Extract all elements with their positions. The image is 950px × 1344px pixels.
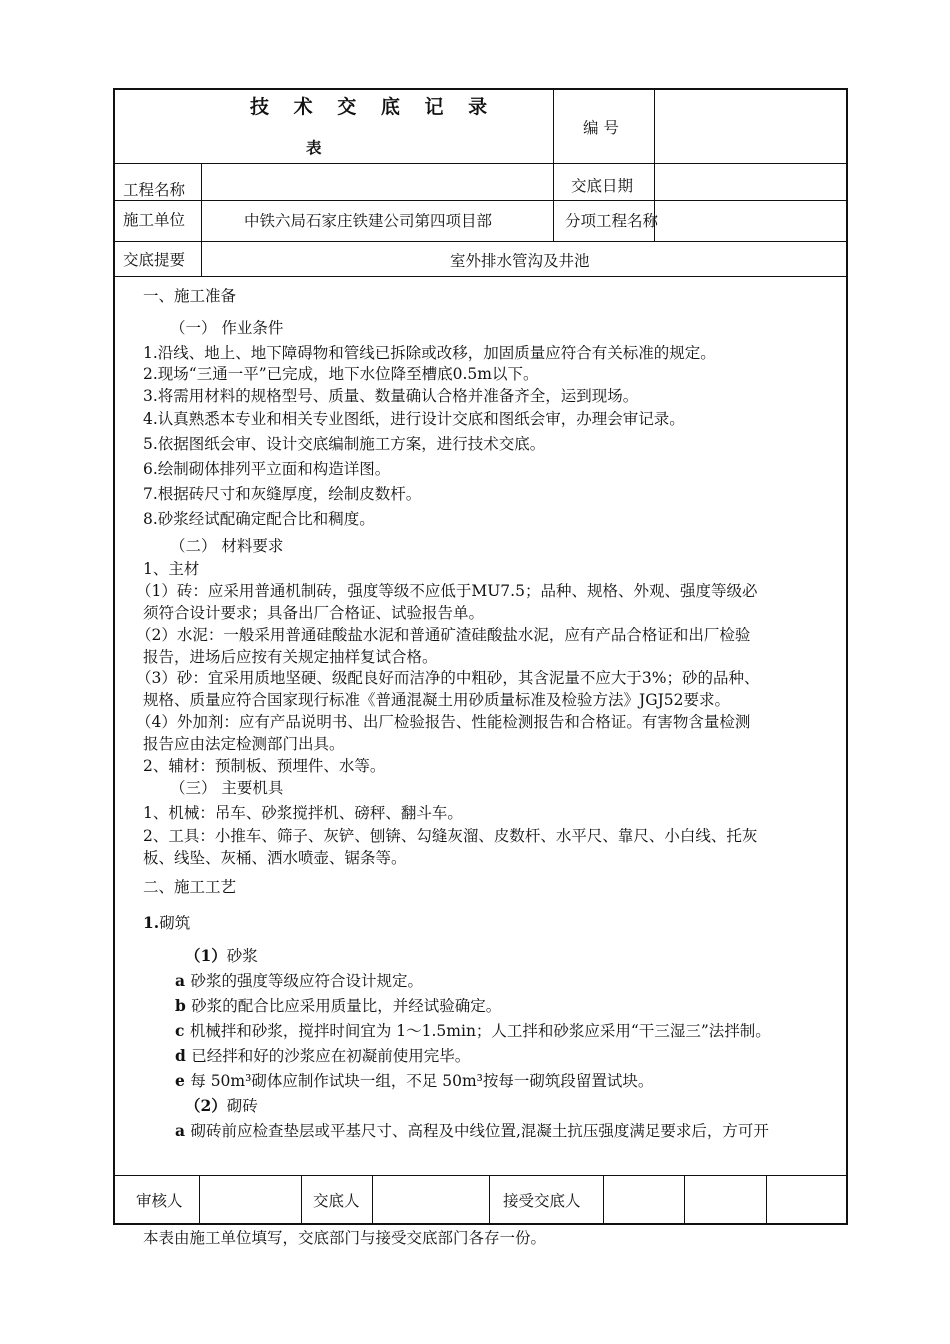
paragraph: 2、工具：小推车、筛子、灰铲、刨锛、勾缝灰溜、皮数杆、水平尺、靠尺、小白线、托灰: [143, 827, 758, 845]
col-divider: [301, 1175, 302, 1223]
list-item: [175, 1021, 771, 1041]
paragraph: 6.绘制砌体排列平立面和构造详图。: [143, 460, 391, 478]
list-item: [175, 1071, 653, 1091]
paragraph: 3.将需用材料的规格型号、质量、数量确认合格并准备齐全，运到现场。: [143, 387, 639, 405]
number-label: 编 号: [583, 119, 619, 137]
section-heading: 二、施工工艺: [143, 878, 237, 896]
list-text: 机械拌和砂浆，搅拌时间宜为 1～1.5min；人工拌和砂浆应采用“干三湿三”法拌制。: [189, 1022, 771, 1040]
paragraph: 板、线坠、灰桶、洒水喷壶、锯条等。: [143, 849, 407, 867]
paragraph: 1、机械：吊车、砂浆搅拌机、磅秤、翻斗车。: [143, 804, 463, 822]
col-divider: [684, 1175, 685, 1223]
list-text: 每 50m³砌体应制作试块一组，不足 50m³按每一砌筑段留置试块。: [190, 1072, 654, 1090]
list-marker: b: [175, 996, 192, 1015]
col-divider: [372, 1175, 373, 1223]
list-marker: c: [175, 1021, 190, 1040]
reviewer-label: 审核人: [136, 1192, 183, 1210]
border-right: [846, 88, 848, 1224]
row-divider: [113, 200, 848, 201]
sub-project-label: 分项工程名称: [565, 212, 659, 230]
step-title: 砌筑: [159, 914, 191, 932]
subsection-heading: （三） 主要机具: [170, 779, 284, 797]
paragraph: 2、辅材：预制板、预埋件、水等。: [143, 757, 386, 775]
paragraph: 报告应由法定检测部门出具。: [143, 735, 345, 753]
form-title: 技 术 交 底 记 录: [250, 96, 497, 118]
paragraph: （3）砂：宜采用质地坚硬、级配良好而洁净的中粗砂，其含泥量不应大于3%；砂的品种、: [136, 669, 760, 687]
paragraph: 2.现场“三通一平”已完成，地下水位降至槽底0.5m以下。: [143, 365, 539, 383]
list-marker: a: [175, 1121, 191, 1140]
step-title: 砂浆: [226, 947, 258, 965]
row-divider: [113, 241, 848, 242]
step-title: 砌砖: [226, 1097, 258, 1115]
list-marker: d: [175, 1046, 192, 1065]
unit-label: 施工单位: [123, 211, 186, 229]
date-label: 交底日期: [571, 177, 634, 195]
step-number: （1）: [185, 946, 227, 965]
col-divider: [603, 1175, 604, 1223]
presenter-label: 交底人: [313, 1192, 360, 1210]
border-left: [113, 88, 115, 1224]
list-item: [175, 1046, 470, 1066]
col-divider: [553, 88, 554, 241]
list-item: [175, 1121, 769, 1141]
border-bottom: [113, 1223, 848, 1225]
paragraph: （4）外加剂：应有产品说明书、出厂检验报告、性能检测报告和合格证。有害物含量检测: [136, 713, 751, 731]
row-divider: [113, 276, 848, 277]
project-name-label: 工程名称: [123, 181, 186, 199]
subsection-heading: （二） 材料要求: [170, 537, 284, 555]
paragraph: （2）水泥：一般采用普通硅酸盐水泥和普通矿渣硅酸盐水泥，应有产品合格证和出厂检验: [136, 626, 751, 644]
row-divider: [113, 1175, 848, 1176]
paragraph: 规格、质量应符合国家现行标准《普通混凝土用砂质量标准及检验方法》JGJ52要求。: [143, 691, 731, 709]
paragraph: 5.依据图纸会审、设计交底编制施工方案，进行技术交底。: [143, 435, 546, 453]
paragraph: 1、主材: [143, 560, 200, 578]
paragraph: 1.沿线、地上、地下障碍物和管线已拆除或改移，加固质量应符合有关标准的规定。: [143, 344, 716, 362]
receiver-label: 接受交底人: [503, 1192, 581, 1210]
list-text: 砂浆的强度等级应符合设计规定。: [190, 972, 423, 990]
step-number: 1.: [143, 913, 160, 932]
paragraph: 4.认真熟悉本专业和相关专业图纸，进行设计交底和图纸会审，办理会审记录。: [143, 410, 685, 428]
col-divider: [199, 1175, 200, 1223]
col-divider: [766, 1175, 767, 1223]
section-heading: 一、施工准备: [143, 287, 237, 305]
col-divider: [489, 1175, 490, 1223]
list-text: 已经拌和好的沙浆应在初凝前使用完毕。: [191, 1047, 471, 1065]
paragraph: （1）砖：应采用普通机制砖，强度等级不应低于MU7.5；品种、规格、外观、强度等级必: [136, 582, 758, 600]
list-marker: e: [175, 1071, 191, 1090]
row-divider: [113, 163, 848, 164]
form-title-suffix: 表: [306, 138, 322, 157]
paragraph: 须符合设计要求；具备出厂合格证、试验报告单。: [143, 604, 485, 622]
list-item: [175, 971, 423, 991]
step-number: （2）: [185, 1096, 227, 1115]
list-marker: a: [175, 971, 191, 990]
list-item: [175, 996, 501, 1016]
paragraph: 报告，进场后应按有关规定抽样复试合格。: [143, 648, 438, 666]
list-text: 砂浆的配合比应采用质量比，并经试验确定。: [191, 997, 502, 1015]
step-subheading: [185, 946, 258, 966]
unit-value: 中铁六局石家庄铁建公司第四项目部: [244, 212, 493, 230]
step-heading: [143, 913, 190, 933]
paragraph: 8.砂浆经试配确定配合比和稠度。: [143, 510, 375, 528]
step-subheading: [185, 1096, 258, 1116]
summary-label: 交底提要: [123, 251, 186, 269]
footer-note: 本表由施工单位填写，交底部门与接受交底部门各存一份。: [143, 1229, 547, 1247]
paragraph: 7.根据砖尺寸和灰缝厚度，绘制皮数杆。: [143, 485, 422, 503]
col-divider: [201, 163, 202, 276]
subsection-heading: （一） 作业条件: [170, 319, 284, 337]
list-text: 砌砖前应检查垫层或平基尺寸、高程及中线位置,混凝土抗压强度满足要求后，方可开: [190, 1122, 769, 1140]
summary-value: 室外排水管沟及井池: [450, 252, 590, 270]
border-top: [113, 88, 848, 90]
